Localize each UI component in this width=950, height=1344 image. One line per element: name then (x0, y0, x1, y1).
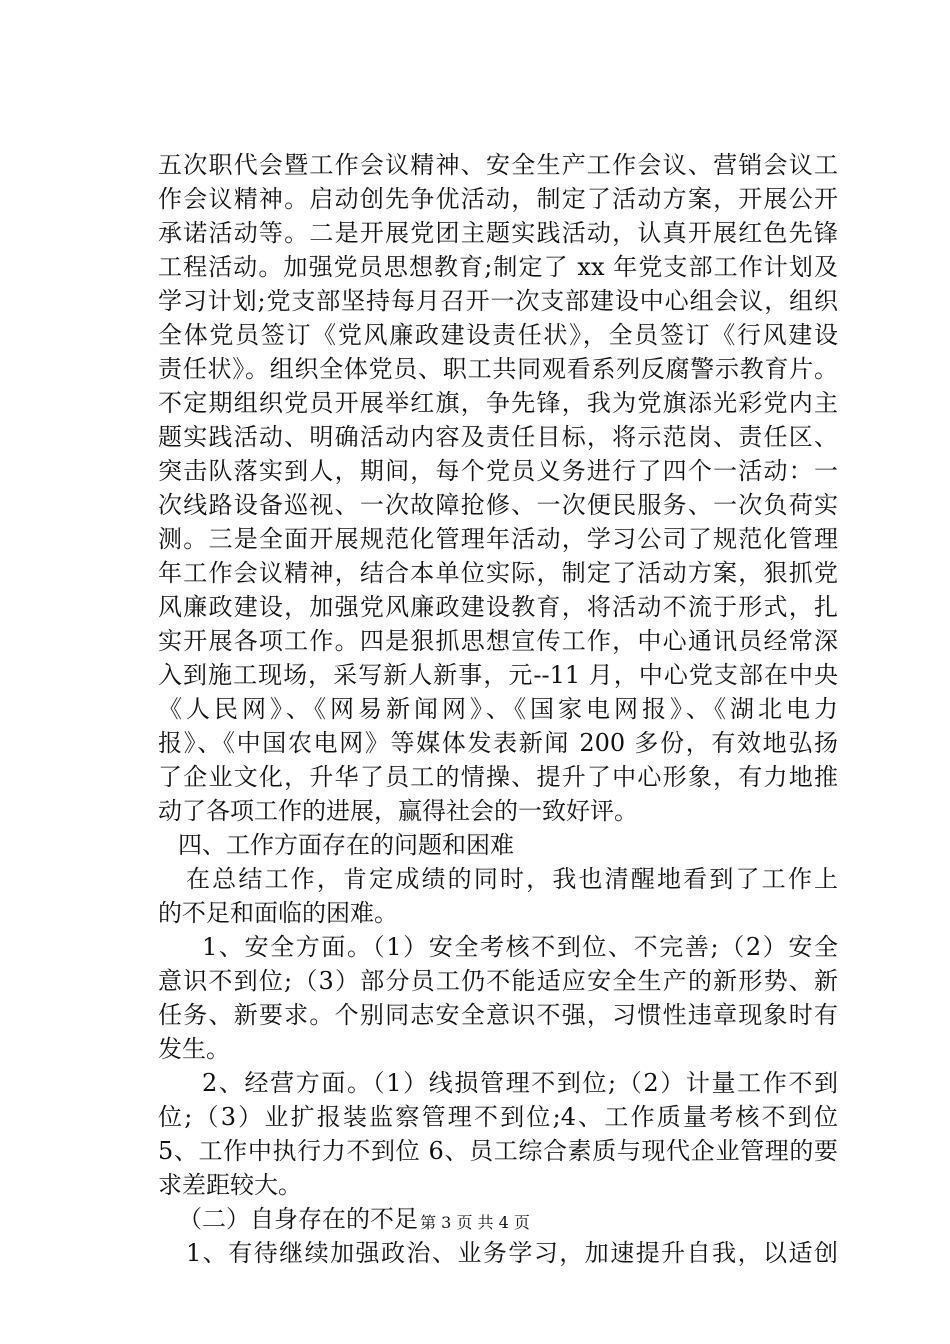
text-line: 承诺活动等。二是开展党团主题实践活动，认真开展红色先锋 (158, 219, 838, 247)
text-line: 1、有待继续加强政治、业务学习，加速提升自我，以适创 (186, 1239, 838, 1267)
text-line: 风廉政建设，加强党风廉政建设教育，将活动不流于形式，扎 (158, 593, 838, 621)
document-body (158, 148, 838, 1270)
text-line: 5、工作中执行力不到位 6、员工综合素质与现代企业管理的要 (158, 1137, 838, 1165)
text-line: 意识不到位;（3）部分员工仍不能适应安全生产的新形势、新 (158, 967, 838, 995)
text-line: 求差距较大。 (158, 1171, 302, 1199)
text-line: 题实践活动、明确活动内容及责任目标，将示范岗、责任区、 (158, 423, 838, 451)
text-line: 2、经营方面。（1）线损管理不到位;（2）计量工作不到 (202, 1069, 838, 1097)
text-line: 位;（3）业扩报装监察管理不到位;4、工作质量考核不到位 (158, 1103, 838, 1131)
text-line: 任务、新要求。个别同志安全意识不强，习惯性违章现象时有 (158, 1001, 838, 1029)
text-line: 测。三是全面开展规范化管理年活动，学习公司了规范化管理 (158, 525, 838, 553)
text-line: 责任状》。组织全体党员、职工共同观看系列反腐警示教育片。 (158, 355, 838, 383)
text-line: 报》、《中国农电网》等媒体发表新闻 200 多份，有效地弘扬 (158, 729, 838, 757)
section-heading: 四、工作方面存在的问题和困难 (178, 831, 514, 859)
text-line: 发生。 (158, 1035, 230, 1063)
text-line: 在总结工作，肯定成绩的同时，我也清醒地看到了工作上 (186, 865, 838, 893)
text-line: 五次职代会暨工作会议精神、安全生产工作会议、营销会议工 (158, 151, 838, 179)
text-line: 次线路设备巡视、一次故障抢修、一次便民服务、一次负荷实 (158, 491, 838, 519)
text-line: 全体党员签订《党风廉政建设责任状》，全员签订《行风建设 (158, 321, 838, 349)
text-line: 突击队落实到人，期间，每个党员义务进行了四个一活动：一 (158, 457, 838, 485)
section-heading: （二）自身存在的不足 (178, 1205, 418, 1233)
text-line: 了企业文化，升华了员工的情操、提升了中心形象，有力地推 (158, 763, 838, 791)
text-line: 1、安全方面。（1）安全考核不到位、不完善;（2）安全 (202, 933, 838, 961)
text-line: 年工作会议精神，结合本单位实际，制定了活动方案，狠抓党 (158, 559, 838, 587)
text-line: 不定期组织党员开展举红旗，争先锋，我为党旗添光彩党内主 (158, 389, 838, 417)
text-line: 动了各项工作的进展，赢得社会的一致好评。 (158, 797, 638, 825)
text-line: 工程活动。加强党员思想教育;制定了 xx 年党支部工作计划及 (158, 253, 838, 281)
text-line: 学习计划;党支部坚持每月召开一次支部建设中心组会议，组织 (158, 287, 838, 315)
text-line: 《人民网》、《网易新闻网》、《国家电网报》、《湖北电力 (158, 695, 838, 723)
page-footer: 第 3 页 共 4 页 (420, 1213, 530, 1232)
text-line: 的不足和面临的困难。 (158, 899, 398, 927)
text-line: 入到施工现场，采写新人新事，元--11 月，中心党支部在中央 (158, 661, 838, 689)
text-line: 实开展各项工作。四是狠抓思想宣传工作，中心通讯员经常深 (158, 627, 838, 655)
text-line: 作会议精神。启动创先争优活动，制定了活动方案，开展公开 (158, 185, 838, 213)
